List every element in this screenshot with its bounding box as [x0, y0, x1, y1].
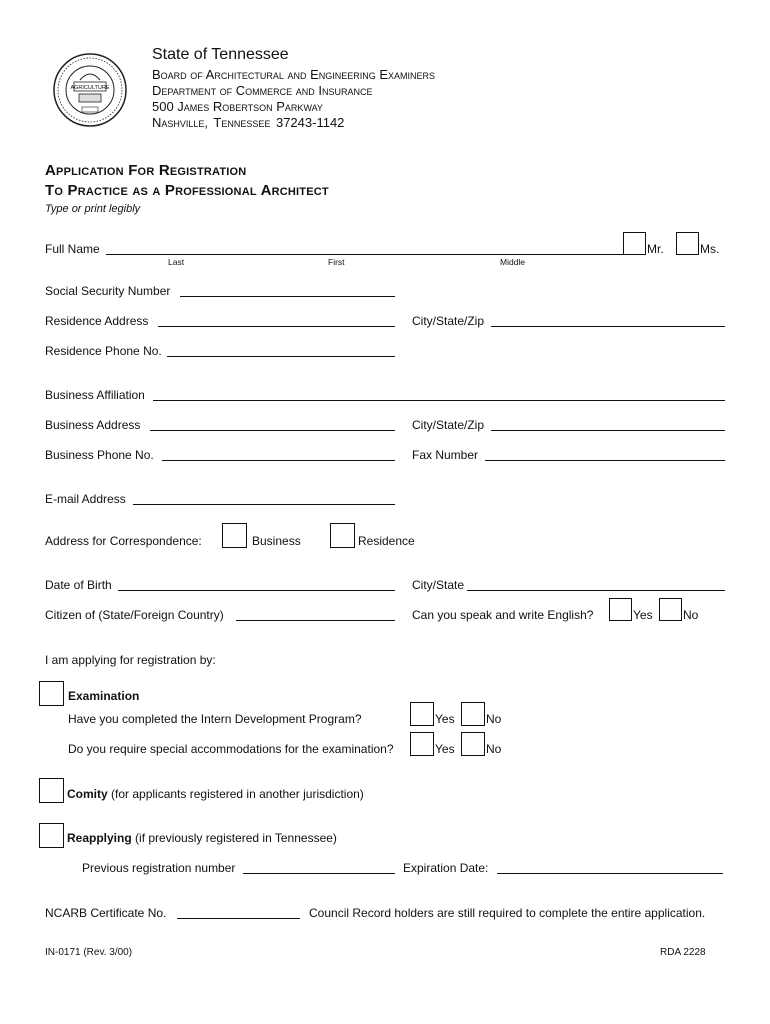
mr-label: Mr.	[647, 242, 664, 256]
street-address: 500 James Robertson Parkway	[152, 99, 323, 114]
department-name: Department of Commerce and Insurance	[152, 83, 373, 98]
reapplying-text	[67, 831, 337, 845]
prev-reg-field[interactable]	[243, 873, 395, 874]
correspondence-residence-label: Residence	[358, 534, 415, 548]
ms-checkbox[interactable]	[676, 232, 699, 255]
examination-checkbox[interactable]	[39, 681, 64, 706]
english-label: Can you speak and write English?	[412, 608, 594, 622]
accommodation-question: Do you require special accommodations for the examination?	[68, 742, 394, 756]
ncarb-label: NCARB Certificate No.	[45, 906, 167, 920]
registration-intro: I am applying for registration by:	[45, 653, 216, 667]
reapplying-note: (if previously registered in Tennessee)	[135, 831, 337, 845]
prev-reg-label: Previous registration number	[82, 861, 236, 875]
idp-question: Have you completed the Intern Development Program?	[68, 712, 362, 726]
dob-field[interactable]	[118, 590, 395, 591]
comity-text	[67, 787, 364, 801]
residence-city-label: City/State/Zip	[412, 314, 485, 328]
citizen-label: Citizen of (State/Foreign Country)	[45, 608, 224, 622]
full-name-label: Full Name	[45, 242, 100, 256]
business-phone-field[interactable]	[162, 460, 395, 461]
reapplying-label: Reapplying	[67, 831, 132, 845]
birth-city-field[interactable]	[467, 590, 725, 591]
accommodation-no-checkbox[interactable]	[461, 732, 485, 756]
residence-address-label: Residence Address	[45, 314, 149, 328]
state-seal-icon	[52, 52, 128, 128]
business-address-label: Business Address	[45, 418, 141, 432]
title-line-1: Application For Registration	[45, 162, 247, 179]
ssn-field[interactable]	[180, 296, 395, 297]
svg-text:AGRICULTURE: AGRICULTURE	[70, 85, 110, 91]
citizen-field[interactable]	[236, 620, 395, 621]
board-name: Board of Architectural and Engineering Examiners	[152, 67, 436, 82]
birth-city-label: City/State	[412, 578, 465, 592]
idp-no-label: No	[486, 712, 502, 726]
accommodation-no-label: No	[486, 742, 502, 756]
english-no-label: No	[683, 608, 699, 622]
english-no-checkbox[interactable]	[659, 598, 682, 621]
business-phone-label: Business Phone No.	[45, 448, 154, 462]
correspondence-label: Address for Correspondence:	[45, 534, 202, 548]
middle-label: Middle	[500, 257, 526, 267]
city-address: Nashville, Tennessee 37243-1142	[152, 115, 345, 130]
accommodation-yes-checkbox[interactable]	[410, 732, 434, 756]
english-yes-checkbox[interactable]	[609, 598, 632, 621]
expiration-label: Expiration Date:	[403, 861, 489, 875]
english-yes-label: Yes	[633, 608, 653, 622]
reapplying-checkbox[interactable]	[39, 823, 64, 848]
council-note: Council Record holders are still required to complete the entire application.	[309, 906, 706, 920]
correspondence-business-label: Business	[252, 534, 301, 548]
fax-label: Fax Number	[412, 448, 479, 462]
email-field[interactable]	[133, 504, 395, 505]
idp-yes-checkbox[interactable]	[410, 702, 434, 726]
comity-checkbox[interactable]	[39, 778, 64, 803]
residence-address-field[interactable]	[158, 326, 395, 327]
business-city-field[interactable]	[491, 430, 725, 431]
dob-label: Date of Birth	[45, 578, 112, 592]
expiration-field[interactable]	[497, 873, 723, 874]
comity-note: (for applicants registered in another jurisdiction)	[111, 787, 364, 801]
business-address-field[interactable]	[150, 430, 395, 431]
instruction: Type or print legibly	[45, 203, 141, 215]
accommodation-yes-label: Yes	[435, 742, 455, 756]
state-name: State of Tennessee	[152, 46, 289, 63]
ms-label: Ms.	[700, 242, 720, 256]
comity-label: Comity	[67, 787, 108, 801]
correspondence-business-checkbox[interactable]	[222, 523, 247, 548]
residence-phone-label: Residence Phone No.	[45, 344, 162, 358]
fax-field[interactable]	[485, 460, 725, 461]
first-label: First	[328, 257, 345, 267]
idp-no-checkbox[interactable]	[461, 702, 485, 726]
form-id: IN-0171 (Rev. 3/00)	[45, 947, 133, 958]
examination-label: Examination	[68, 689, 140, 703]
title-line-2: To Practice as a Professional Architect	[45, 182, 329, 199]
business-city-label: City/State/Zip	[412, 418, 485, 432]
residence-phone-field[interactable]	[167, 356, 395, 357]
mr-checkbox[interactable]	[623, 232, 646, 255]
idp-yes-label: Yes	[435, 712, 455, 726]
business-affiliation-label: Business Affiliation	[45, 388, 145, 402]
last-label: Last	[168, 257, 185, 267]
correspondence-residence-checkbox[interactable]	[330, 523, 355, 548]
ncarb-field[interactable]	[177, 918, 300, 919]
residence-city-field[interactable]	[491, 326, 725, 327]
rda-code: RDA 2228	[660, 947, 706, 958]
full-name-field[interactable]	[106, 254, 623, 255]
email-label: E-mail Address	[45, 492, 126, 506]
ssn-label: Social Security Number	[45, 284, 171, 298]
business-affiliation-field[interactable]	[153, 400, 725, 401]
